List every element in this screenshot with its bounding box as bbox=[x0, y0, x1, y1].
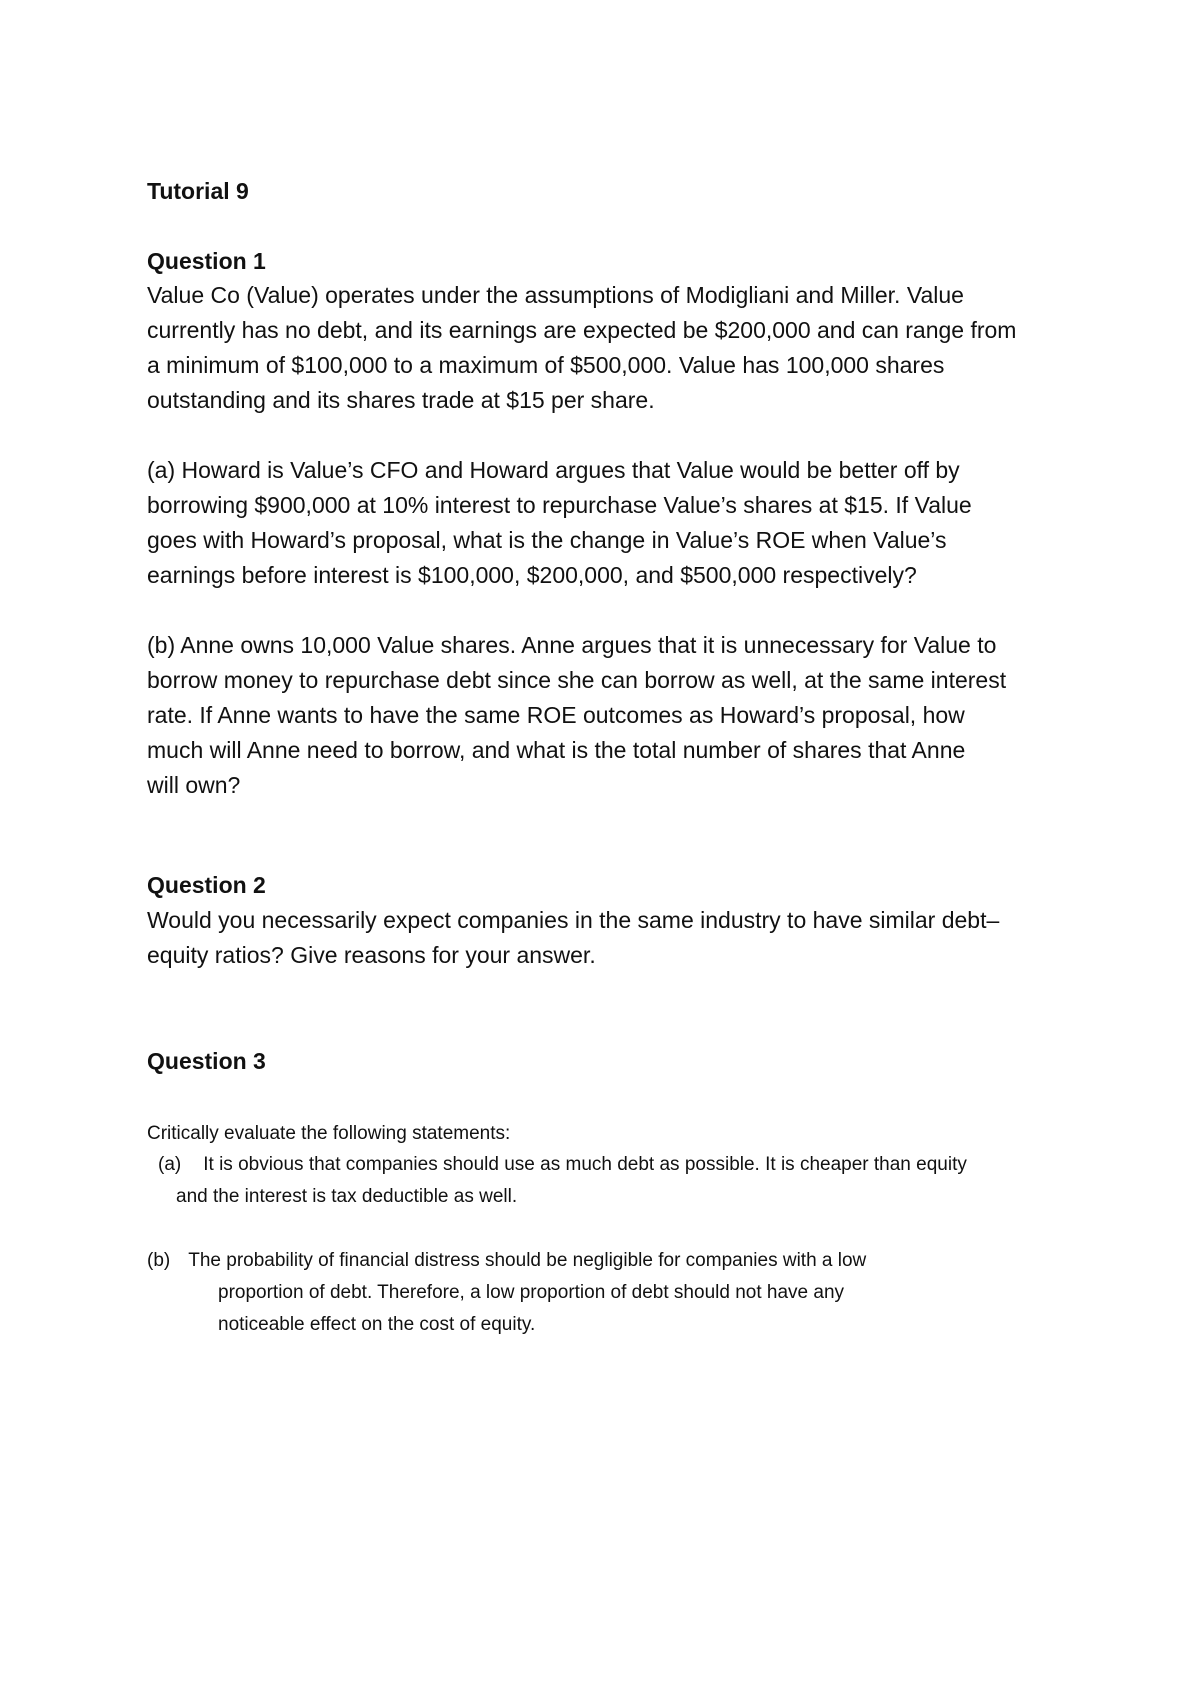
question-1-part-b-line: rate. If Anne wants to have the same ROE outcomes as Howard’s proposal, how bbox=[147, 702, 965, 728]
question-1-part-a-line: borrowing $900,000 at 10% interest to repurchase Value’s shares at $15. If Value bbox=[147, 492, 972, 518]
question-1-part-b-line: will own? bbox=[147, 772, 241, 798]
question-1-intro-line: outstanding and its shares trade at $15 per share. bbox=[147, 387, 655, 413]
question-3-heading: Question 3 bbox=[147, 1048, 266, 1074]
question-1-part-a-line: earnings before interest is $100,000, $200,000, and $500,000 respectively? bbox=[147, 562, 917, 588]
question-1-intro-line: Value Co (Value) operates under the assumptions of Modigliani and Miller. Value bbox=[147, 282, 964, 308]
question-1-intro-line: currently has no debt, and its earnings are expected be $200,000 and can range from bbox=[147, 317, 1017, 343]
question-2-heading: Question 2 bbox=[147, 872, 266, 898]
question-3-part-b-label: (b) bbox=[147, 1250, 171, 1271]
question-1-intro-line: a minimum of $100,000 to a maximum of $500,000. Value has 100,000 shares bbox=[147, 352, 945, 378]
question-3-part-b-line: proportion of debt. Therefore, a low proportion of debt should not have any bbox=[218, 1282, 845, 1303]
question-3-part-b-line: noticeable effect on the cost of equity. bbox=[218, 1314, 536, 1335]
question-3-part-b-line bbox=[147, 1248, 866, 1274]
question-1-part-a-line: (a) Howard is Value’s CFO and Howard argues that Value would be better off by bbox=[147, 457, 960, 483]
question-3-part-a-line bbox=[158, 1152, 967, 1178]
question-2-line: Would you necessarily expect companies in the same industry to have similar debt– bbox=[147, 907, 1000, 933]
question-1-heading: Question 1 bbox=[147, 248, 266, 274]
question-3-part-a-text: It is obvious that companies should use as much debt as possible. It is cheaper than equity bbox=[203, 1154, 967, 1175]
question-3-part-a-label: (a) bbox=[158, 1154, 182, 1175]
question-1-part-b-line: (b) Anne owns 10,000 Value shares. Anne argues that it is unnecessary for Value to bbox=[147, 632, 997, 658]
question-1-part-a-line: goes with Howard’s proposal, what is the change in Value’s ROE when Value’s bbox=[147, 527, 947, 553]
question-1-part-b-line: borrow money to repurchase debt since she can borrow as well, at the same interest bbox=[147, 667, 1007, 693]
question-3-intro: Critically evaluate the following statements: bbox=[147, 1123, 511, 1144]
document-title: Tutorial 9 bbox=[147, 178, 249, 204]
question-3-part-b-text: The probability of financial distress should be negligible for companies with a low bbox=[188, 1250, 867, 1271]
question-1-part-b-line: much will Anne need to borrow, and what is the total number of shares that Anne bbox=[147, 737, 966, 763]
question-3-part-a-line: and the interest is tax deductible as well. bbox=[176, 1186, 518, 1207]
question-2-line: equity ratios? Give reasons for your answer. bbox=[147, 942, 596, 968]
